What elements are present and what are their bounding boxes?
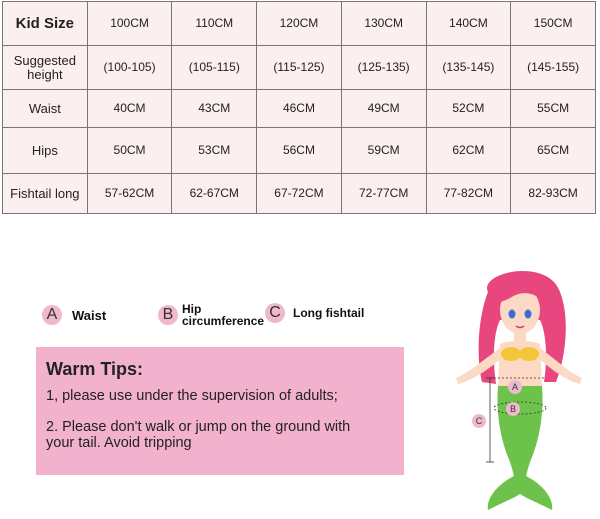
legend-fishtail [265,303,364,323]
marker-c: C [472,414,486,428]
table-row [3,128,596,174]
marker-a: A [508,380,522,394]
table-cell: (135-145) [426,46,511,90]
tips-line: your tail. Avoid tripping [46,435,192,451]
size-header: 150CM [511,2,596,46]
row-label: Hips [3,128,88,174]
warm-tips-box [36,347,404,475]
table-cell: (100-105) [87,46,172,90]
tips-title: Warm Tips: [46,359,144,379]
letter-c-badge: C [265,303,285,323]
table-cell: 56CM [257,128,342,174]
row-label: Waist [3,90,88,128]
table-row [3,174,596,214]
table-cell: 40CM [87,90,172,128]
table-cell: 59CM [341,128,426,174]
table-cell: 43CM [172,90,257,128]
marker-b: B [506,402,520,416]
legend-label: Long fishtail [293,306,365,320]
table-row [3,90,596,128]
legend-hip [158,303,276,327]
row-label: Fishtail long [3,174,88,214]
table-header-row [3,2,596,46]
table-cell: 62-67CM [172,174,257,214]
table-cell: (105-115) [172,46,257,90]
table-cell: 53CM [172,128,257,174]
kid-size-header: Kid Size [3,2,88,46]
table-cell: (115-125) [257,46,342,90]
legend-label: Hip circumference [182,302,265,328]
row-label: Suggested height [3,46,88,90]
table-cell: 62CM [426,128,511,174]
table-cell: 65CM [511,128,596,174]
tips-line: 2. Please don't walk or jump on the ground with [46,419,351,435]
size-header: 130CM [341,2,426,46]
table-cell: 82-93CM [511,174,596,214]
size-header: 100CM [87,2,172,46]
mermaid-illustration [448,262,588,514]
size-header: 120CM [257,2,342,46]
table-cell: 72-77CM [341,174,426,214]
table-cell: 67-72CM [257,174,342,214]
table-cell: 50CM [87,128,172,174]
size-header: 140CM [426,2,511,46]
table-cell: 49CM [341,90,426,128]
letter-b-badge: B [158,305,178,325]
table-cell: 46CM [257,90,342,128]
table-cell: 57-62CM [87,174,172,214]
letter-a-badge: A [42,305,62,325]
table-cell: 77-82CM [426,174,511,214]
table-cell: (145-155) [511,46,596,90]
size-table [2,1,596,214]
table-row [3,46,596,90]
legend-waist [42,305,106,325]
table-cell: 52CM [426,90,511,128]
size-header: 110CM [172,2,257,46]
tips-line: 1, please use under the supervision of adults; [46,388,338,404]
legend-label: Waist [72,307,107,323]
table-cell: (125-135) [341,46,426,90]
table-cell: 55CM [511,90,596,128]
